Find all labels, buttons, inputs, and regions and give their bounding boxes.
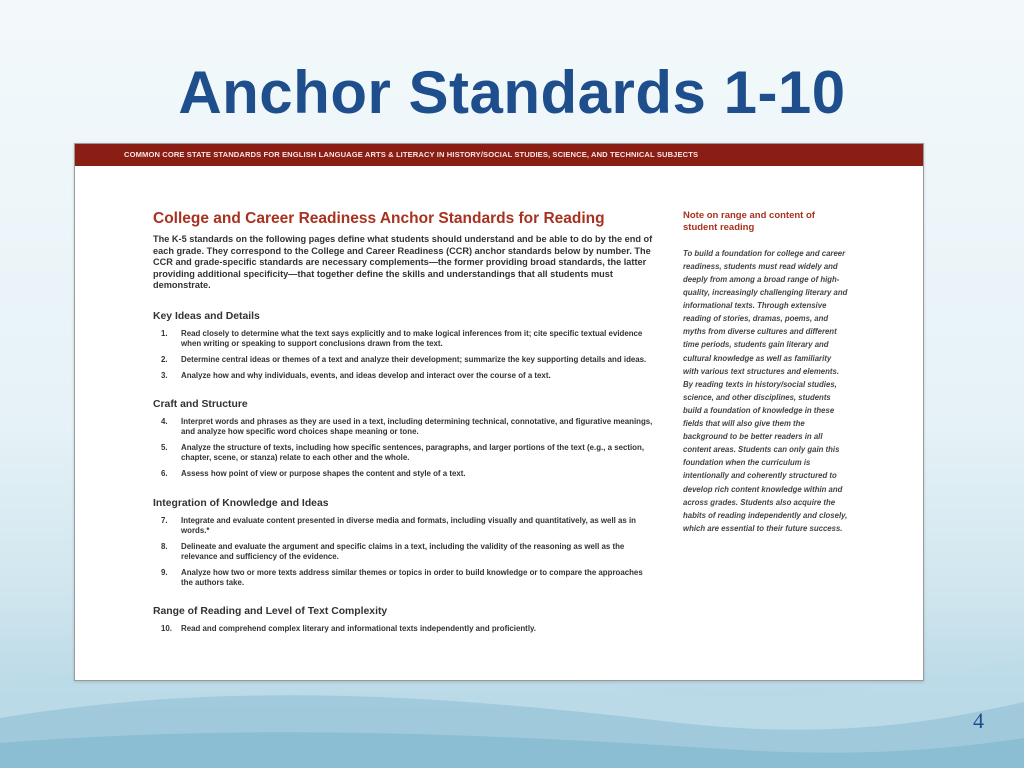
standard-number: 3. <box>161 370 168 380</box>
section-integration <box>153 498 653 588</box>
standard-text: Determine central ideas or themes of a text and analyze their development; summarize the key supporting details and ideas. <box>181 354 647 364</box>
standard-text: Delineate and evaluate the argument and specific claims in a text, including the validity of the reasoning as well as the relevance and sufficiency of the evidence. <box>181 541 625 561</box>
section-range-complexity <box>153 606 653 634</box>
section-title: Craft and Structure <box>153 398 248 410</box>
section-title: Key Ideas and Details <box>153 310 260 322</box>
intro-paragraph: The K-5 standards on the following pages define what students should understand and be able to do by the end of each grade. They correspond to the College and Career Readiness (CCR) anchor standards below by number. The CCR and grade-specific standards are necessary complements—the former providing broad standards, the latter providing additional specificity—that together define the skills and understandings that all students must demonstrate. <box>153 234 653 291</box>
standard-text: Assess how point of view or purpose shapes the content and style of a text. <box>181 468 466 478</box>
standard-item <box>153 516 653 536</box>
standard-item <box>153 329 653 349</box>
sidebar-note-title: Note on range and content of student reading <box>683 210 815 234</box>
slide-title: Anchor Standards 1-10 <box>178 59 846 126</box>
standard-item <box>153 417 653 437</box>
sidebar-note <box>683 210 848 535</box>
standard-number: 10. <box>161 623 172 633</box>
standard-text: Read closely to determine what the text says explicitly and to make logical inferences from it; cite specific textual evidence when writing or speaking to support conclusions drawn from the text. <box>181 328 643 348</box>
standard-number: 7. <box>161 515 168 525</box>
document-heading: College and Career Readiness Anchor Standards for Reading <box>153 210 605 227</box>
standards-document-image <box>74 143 924 681</box>
document-banner: COMMON CORE STATE STANDARDS FOR ENGLISH LANGUAGE ARTS & LITERACY IN HISTORY/SOCIAL STUDIES, SCIENCE, AND TECHNICAL SUBJECTS <box>75 144 923 166</box>
standard-text: Analyze the structure of texts, including how specific sentences, paragraphs, and larger portions of the text (e.g., a section, chapter, scene, or stanza) relate to each other and the whole. <box>181 442 645 462</box>
standard-item <box>153 443 653 463</box>
standard-text: Interpret words and phrases as they are used in a text, including determining technical, connotative, and figurative meanings, and analyze how specific word choices shape meaning or tone. <box>181 416 653 436</box>
sidebar-note-text: To build a foundation for college and career readiness, students must read widely and deeply from among a broad range of high-quality, increasingly challenging literary and informational texts. Through extensive reading of stories, dramas, poems, and myths from diverse cultures and different time periods, students gain literary and cultural knowledge as well as familiarity with various text structures and elements. By reading texts in history/social studies, science, and other disciplines, students build a foundation of knowledge in these fields that will also give them the background to be better readers in all content areas. Students can only gain this foundation when the curriculum is intentionally and coherently structured to develop rich content knowledge within and across grades. Students also acquire the habits of reading independently and closely, which are essential to their future success. <box>683 248 848 533</box>
standard-item <box>153 371 653 381</box>
standard-number: 2. <box>161 354 168 364</box>
page-number: 4 <box>973 708 984 733</box>
main-column <box>153 210 653 652</box>
standard-text: Analyze how and why individuals, events, and ideas develop and interact over the course of a text. <box>181 370 551 380</box>
standard-text: Integrate and evaluate content presented in diverse media and formats, including visually and quantitatively, as well as in words.* <box>181 515 637 535</box>
standard-item <box>153 624 653 634</box>
section-craft-structure <box>153 399 653 479</box>
standard-number: 1. <box>161 328 168 338</box>
standard-number: 8. <box>161 541 168 551</box>
standard-text: Read and comprehend complex literary and informational texts independently and proficiently. <box>181 623 537 633</box>
standard-number: 5. <box>161 442 168 452</box>
standard-text: Analyze how two or more texts address similar themes or topics in order to build knowledge or to compare the approaches the authors take. <box>181 567 643 587</box>
standard-item <box>153 542 653 562</box>
standard-item <box>153 469 653 479</box>
standard-number: 6. <box>161 468 168 478</box>
standard-number: 4. <box>161 416 168 426</box>
standard-item <box>153 568 653 588</box>
section-title: Integration of Knowledge and Ideas <box>153 497 329 509</box>
section-key-ideas <box>153 311 653 381</box>
section-title: Range of Reading and Level of Text Complexity <box>153 605 388 617</box>
standard-number: 9. <box>161 567 168 577</box>
standard-item <box>153 355 653 365</box>
